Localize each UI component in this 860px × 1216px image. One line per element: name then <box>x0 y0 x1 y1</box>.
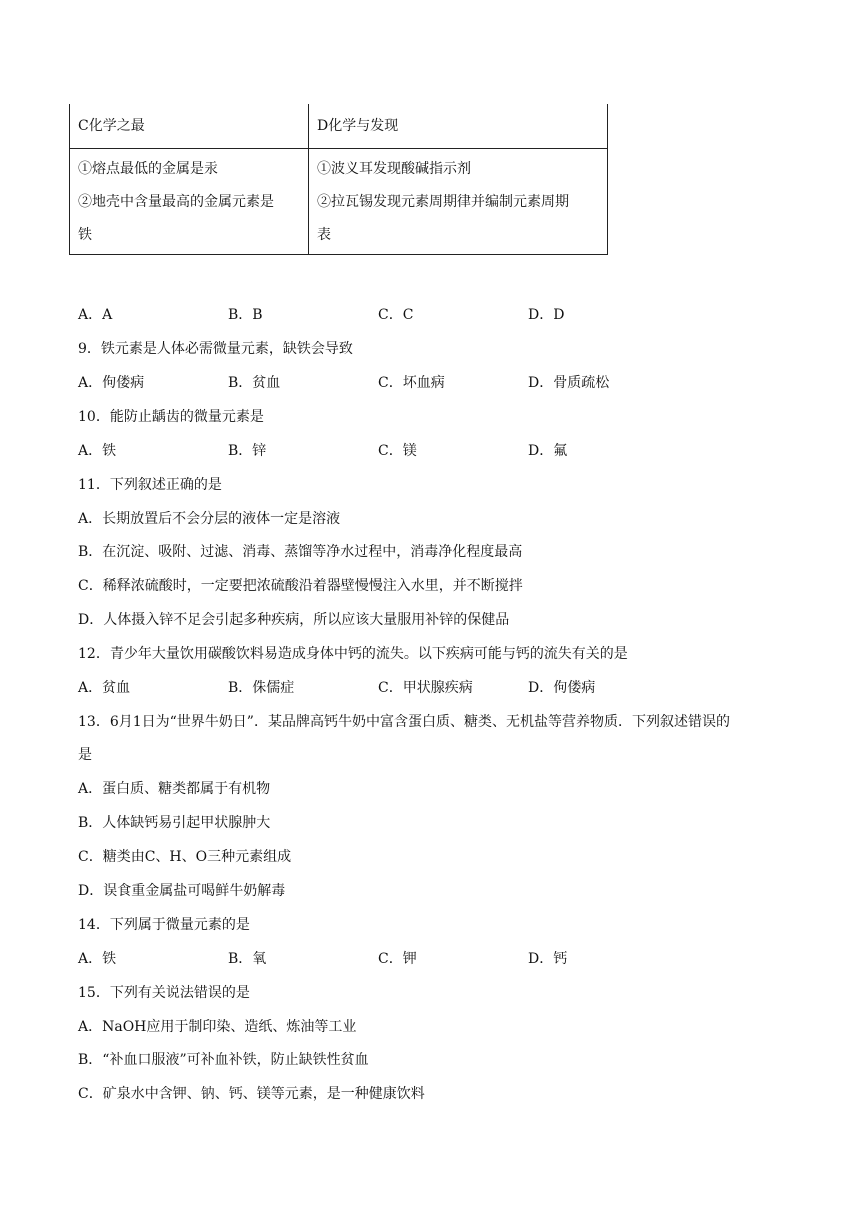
option-a: A．铁 <box>78 951 117 967</box>
option-c: C．甲状腺疾病 <box>378 680 473 696</box>
table-cell-line: 铁 <box>78 227 92 243</box>
option-a: A．佝偻病 <box>78 375 145 391</box>
table-cell-line: 表 <box>317 227 331 243</box>
option-b: B．氧 <box>228 951 267 967</box>
option-a: A．A <box>78 307 113 323</box>
option-b: B．人体缺钙易引起甲状腺肿大 <box>78 815 271 831</box>
table-cell-line: ②拉瓦锡发现元素周期律并编制元素周期 <box>317 194 569 210</box>
option-a: A．铁 <box>78 443 117 459</box>
option-b: B．侏儒症 <box>228 680 295 696</box>
option-c: C．稀释浓硫酸时，一定要把浓硫酸沿着器壁慢慢注入水里，并不断搅拌 <box>78 578 523 594</box>
option-a: A．NaOH应用于制印染、造纸、炼油等工业 <box>78 1019 357 1035</box>
option-c: C．坏血病 <box>378 375 445 391</box>
option-b: B．在沉淀、吸附、过滤、消毒、蒸馏等净水过程中，消毒净化程度最高 <box>78 544 523 560</box>
q13-stem: 13．6月1日为“世界牛奶日”．某品牌高钙牛奶中富含蛋白质、糖类、无机盐等营养物质．下列叙述错误的 <box>78 714 730 730</box>
q8-options <box>78 304 678 324</box>
q12-options <box>78 677 678 697</box>
option-c: C．矿泉水中含钾、钠、钙、镁等元素，是一种健康饮料 <box>78 1086 425 1102</box>
option-d: D．佝偻病 <box>528 680 596 696</box>
table-cell-left <box>70 149 309 255</box>
q15-stem: 15．下列有关说法错误的是 <box>78 985 250 1001</box>
table-header-left: C化学之最 <box>70 104 309 149</box>
q10-stem: 10．能防止龋齿的微量元素是 <box>78 409 264 425</box>
option-a: A．长期放置后不会分层的液体一定是溶液 <box>78 511 341 527</box>
q14-options <box>78 948 678 968</box>
q9-options <box>78 372 678 392</box>
table-cell-right <box>309 149 608 255</box>
table-row <box>70 149 608 255</box>
option-d: D．D <box>528 307 565 323</box>
q12-stem: 12．青少年大量饮用碳酸饮料易造成身体中钙的流失。以下疾病可能与钙的流失有关的是 <box>78 646 628 662</box>
q11-stem: 11．下列叙述正确的是 <box>78 477 222 493</box>
option-b: B．锌 <box>228 443 267 459</box>
table-cell-line: ①波义耳发现酸碱指示剂 <box>317 161 471 177</box>
option-c: C．镁 <box>378 443 417 459</box>
table-header-right: D化学与发现 <box>309 104 608 149</box>
q14-stem: 14．下列属于微量元素的是 <box>78 917 250 933</box>
option-d: D．骨质疏松 <box>528 375 610 391</box>
option-b: B．B <box>228 307 263 323</box>
q13-stem-cont: 是 <box>78 747 92 763</box>
table-header-row <box>70 104 608 149</box>
option-d: D．氟 <box>528 443 568 459</box>
q10-options <box>78 440 678 460</box>
option-c: C．钾 <box>378 951 417 967</box>
option-c: C．C <box>378 307 414 323</box>
option-a: A．蛋白质、糖类都属于有机物 <box>78 781 271 797</box>
option-b: B．“补血口服液”可补血补铁，防止缺铁性贫血 <box>78 1052 369 1068</box>
option-a: A．贫血 <box>78 680 131 696</box>
option-b: B．贫血 <box>228 375 281 391</box>
table-cell-line: ①熔点最低的金属是汞 <box>78 161 218 177</box>
answer-table <box>69 104 608 255</box>
table-cell-line: ②地壳中含量最高的金属元素是 <box>78 194 274 210</box>
option-d: D．人体摄入锌不足会引起多种疾病，所以应该大量服用补锌的保健品 <box>78 612 510 628</box>
option-d: D．误食重金属盐可喝鲜牛奶解毒 <box>78 883 286 899</box>
q9-stem: 9．铁元素是人体必需微量元素，缺铁会导致 <box>78 341 353 357</box>
option-c: C．糖类由C、H、O三种元素组成 <box>78 849 292 865</box>
option-d: D．钙 <box>528 951 568 967</box>
